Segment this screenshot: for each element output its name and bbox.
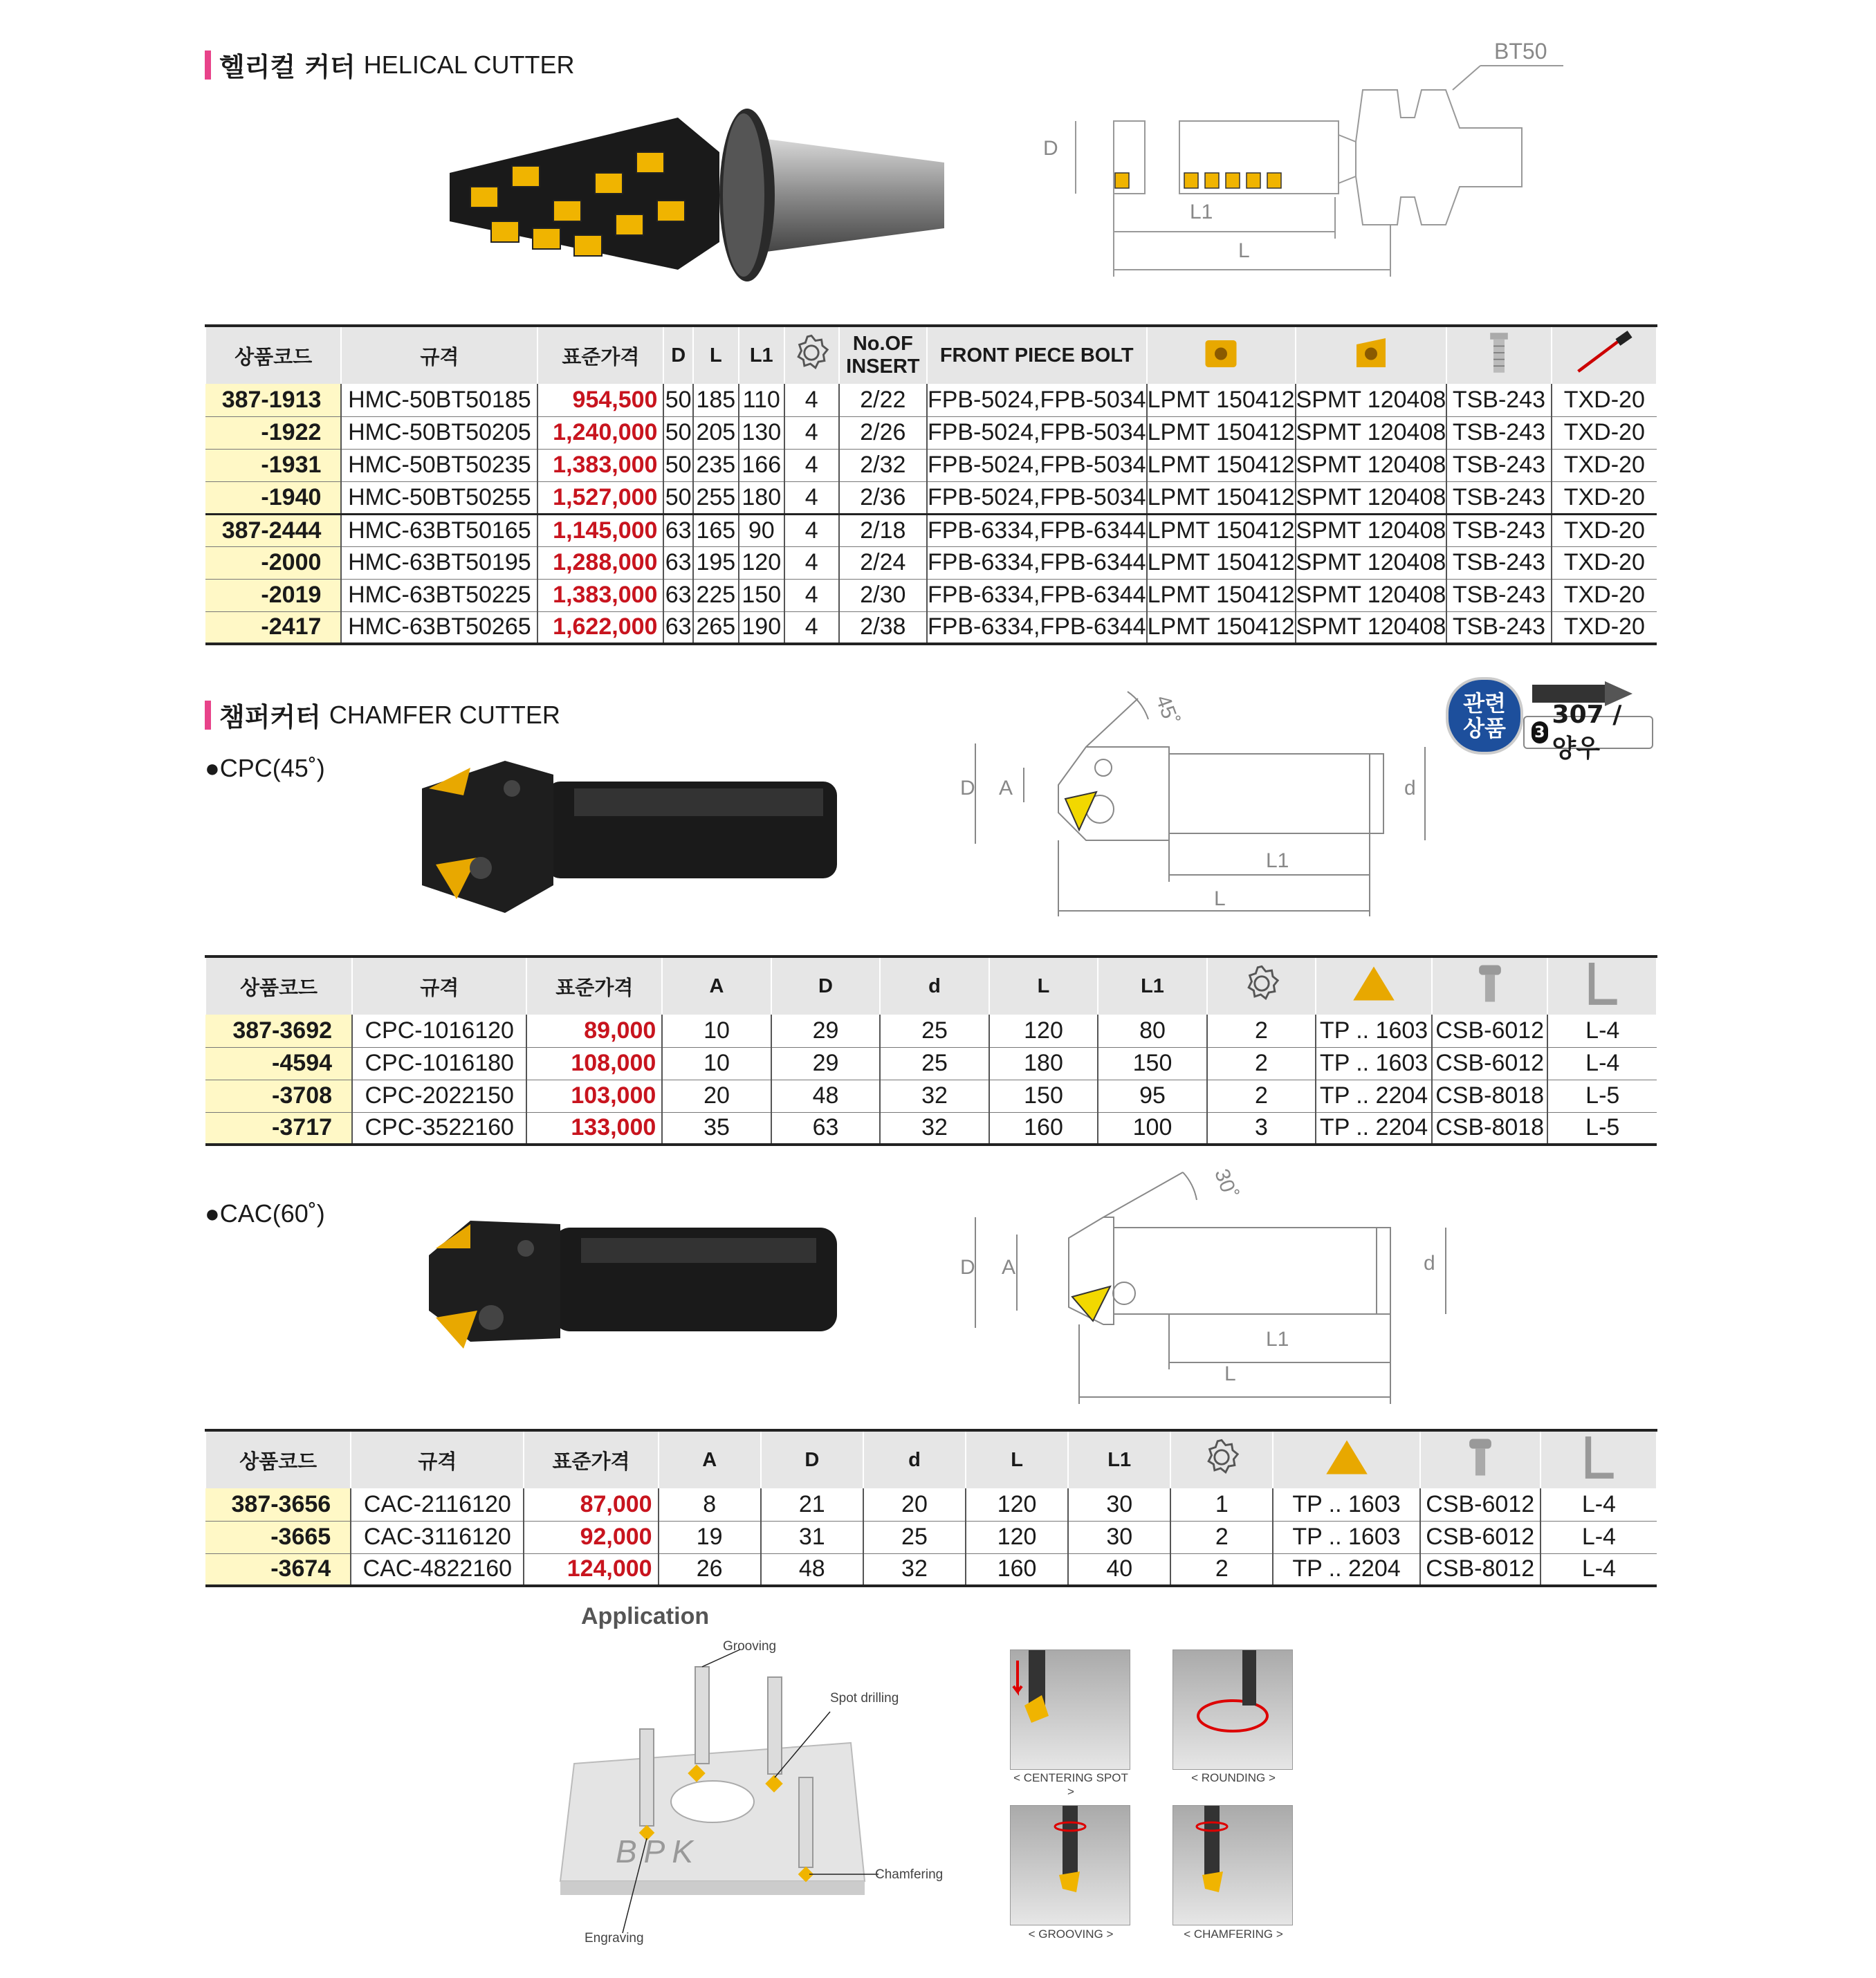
table-cell: SPMT 120408 xyxy=(1296,611,1447,644)
price-cell: 133,000 xyxy=(526,1112,662,1145)
table-cell: 30 xyxy=(1068,1488,1170,1521)
table-cell: L-5 xyxy=(1547,1112,1657,1145)
table-cell: TP .. 2204 xyxy=(1316,1080,1432,1112)
table-cell: 25 xyxy=(880,1015,989,1047)
product-code-cell: -1931 xyxy=(205,449,341,481)
photo-grooving xyxy=(1010,1805,1130,1925)
spmt-insert-icon xyxy=(1296,326,1447,384)
table-cell: 1 xyxy=(1170,1488,1273,1521)
table-cell: 48 xyxy=(761,1553,863,1586)
table-cell: SPMT 120408 xyxy=(1296,579,1447,611)
table-row xyxy=(205,481,1657,514)
product-code-cell: -1940 xyxy=(205,481,341,514)
table-cell: TXD-20 xyxy=(1552,611,1657,644)
table-cell: CSB-8018 xyxy=(1432,1080,1548,1112)
application-title: Application xyxy=(581,1603,710,1629)
price-cell: 108,000 xyxy=(526,1047,662,1080)
table-cell: 63 xyxy=(663,579,692,611)
bt50-label: BT50 xyxy=(1494,39,1547,64)
table-cell: SPMT 120408 xyxy=(1296,416,1447,449)
table-cell: HMC-63BT50165 xyxy=(341,514,537,546)
col-D: D xyxy=(771,956,881,1015)
table-cell: 32 xyxy=(880,1080,989,1112)
table-cell: 225 xyxy=(693,579,739,611)
table-cell: 32 xyxy=(863,1553,966,1586)
insert-count-icon xyxy=(1170,1430,1273,1488)
helical-spec-table xyxy=(205,324,1657,645)
table-cell: HMC-63BT50225 xyxy=(341,579,537,611)
table-cell: 160 xyxy=(989,1112,1098,1145)
table-cell: 95 xyxy=(1098,1080,1207,1112)
table-cell: 4 xyxy=(784,514,839,546)
table-cell: CPC-3522160 xyxy=(352,1112,526,1145)
col-L1: L1 xyxy=(1068,1430,1170,1488)
table-cell: 150 xyxy=(989,1080,1098,1112)
insert-count-icon xyxy=(784,326,839,384)
table-cell: CAC-3116120 xyxy=(351,1521,524,1553)
table-cell: 8 xyxy=(659,1488,761,1521)
table-cell: 20 xyxy=(662,1080,771,1112)
table-cell: CAC-4822160 xyxy=(351,1553,524,1586)
table-cell: 29 xyxy=(771,1015,881,1047)
col-code: 상품코드 xyxy=(205,956,352,1015)
insert-count-icon xyxy=(1207,956,1316,1015)
table-cell: FPB-5024,FPB-5034 xyxy=(927,449,1147,481)
table-cell: 120 xyxy=(989,1015,1098,1047)
table-cell: 4 xyxy=(784,579,839,611)
triangle-insert-icon xyxy=(1273,1430,1419,1488)
table-row xyxy=(205,1080,1657,1112)
product-code-cell: -1922 xyxy=(205,416,341,449)
table-row xyxy=(205,1015,1657,1047)
table-cell: TSB-243 xyxy=(1446,546,1551,579)
product-code-cell: -2417 xyxy=(205,611,341,644)
table-cell: 2/26 xyxy=(839,416,927,449)
col-spec: 규격 xyxy=(351,1430,524,1488)
helical-title-ko: 헬리컬 커터 xyxy=(219,52,356,82)
table-cell: 2 xyxy=(1170,1521,1273,1553)
table-cell: 32 xyxy=(880,1112,989,1145)
table-cell: 166 xyxy=(739,449,784,481)
table-cell: TSB-243 xyxy=(1446,579,1551,611)
cac-bullet: ●CAC(60˚) xyxy=(205,1199,325,1228)
table-cell: LPMT 150412 xyxy=(1147,384,1296,416)
table-cell: 63 xyxy=(771,1112,881,1145)
table-cell: FPB-5024,FPB-5034 xyxy=(927,416,1147,449)
table-cell: 120 xyxy=(739,546,784,579)
col-price: 표준가격 xyxy=(526,956,662,1015)
table-cell: 10 xyxy=(662,1047,771,1080)
table-cell: FPB-5024,FPB-5034 xyxy=(927,481,1147,514)
table-cell: 165 xyxy=(693,514,739,546)
caption-rounding: < ROUNDING > xyxy=(1191,1771,1276,1784)
table-row xyxy=(205,1553,1657,1586)
table-cell: 130 xyxy=(739,416,784,449)
table-cell: TXD-20 xyxy=(1552,416,1657,449)
cac-cutter-photo xyxy=(415,1207,858,1359)
dim-D: D xyxy=(1043,137,1058,160)
price-cell: 1,145,000 xyxy=(537,514,663,546)
table-cell: 2/22 xyxy=(839,384,927,416)
table-cell: 150 xyxy=(1098,1047,1207,1080)
cpc-bullet: ●CPC(45˚) xyxy=(205,754,325,782)
table-cell: HMC-50BT50235 xyxy=(341,449,537,481)
related-num: 3 xyxy=(1532,721,1548,743)
helical-section-title xyxy=(205,46,575,84)
table-cell: 4 xyxy=(784,546,839,579)
table-cell: SPMT 120408 xyxy=(1296,546,1447,579)
table-cell: 2 xyxy=(1207,1015,1316,1047)
table-cell: TSB-243 xyxy=(1446,416,1551,449)
helical-dimension-drawing xyxy=(1038,38,1577,287)
product-code-cell: 387-3692 xyxy=(205,1015,352,1047)
table-row xyxy=(205,611,1657,644)
table-cell: 50 xyxy=(663,481,692,514)
table-cell: L-4 xyxy=(1547,1047,1657,1080)
table-row xyxy=(205,514,1657,546)
table-row xyxy=(205,416,1657,449)
table-cell: 63 xyxy=(663,514,692,546)
table-cell: SPMT 120408 xyxy=(1296,514,1447,546)
table-cell: HMC-50BT50185 xyxy=(341,384,537,416)
cac-angle: 30˚ xyxy=(1210,1165,1242,1202)
table-cell: 2/18 xyxy=(839,514,927,546)
table-cell: 2 xyxy=(1170,1553,1273,1586)
table-row xyxy=(205,449,1657,481)
col-front-piece-bolt: FRONT PIECE BOLT xyxy=(927,326,1147,384)
table-cell: LPMT 150412 xyxy=(1147,416,1296,449)
related-label: 관련 상품 xyxy=(1446,677,1523,755)
table-cell: 180 xyxy=(989,1047,1098,1080)
table-cell: TP .. 1603 xyxy=(1273,1521,1419,1553)
table-cell: LPMT 150412 xyxy=(1147,449,1296,481)
price-cell: 954,500 xyxy=(537,384,663,416)
table-cell: CPC-1016180 xyxy=(352,1047,526,1080)
table-cell: TSB-243 xyxy=(1446,481,1551,514)
table-header-row xyxy=(205,956,1657,1015)
photo-centering-spot xyxy=(1010,1649,1130,1770)
screw-icon xyxy=(1432,956,1548,1015)
table-cell: HMC-63BT50195 xyxy=(341,546,537,579)
table-cell: CSB-8018 xyxy=(1432,1112,1548,1145)
product-code-cell: -4594 xyxy=(205,1047,352,1080)
table-row xyxy=(205,384,1657,416)
col-L: L xyxy=(966,1430,1068,1488)
product-code-cell: -2019 xyxy=(205,579,341,611)
table-row xyxy=(205,579,1657,611)
table-cell: SPMT 120408 xyxy=(1296,481,1447,514)
table-cell: 195 xyxy=(693,546,739,579)
table-cell: 10 xyxy=(662,1015,771,1047)
photo-rounding xyxy=(1172,1649,1293,1770)
table-cell: 25 xyxy=(863,1521,966,1553)
table-cell: L-4 xyxy=(1541,1521,1657,1553)
price-cell: 1,240,000 xyxy=(537,416,663,449)
wrench-icon xyxy=(1552,326,1657,384)
title-accent-bar xyxy=(205,50,211,80)
label-engraving: Engraving xyxy=(585,1931,644,1945)
table-cell: 4 xyxy=(784,416,839,449)
col-price: 표준가격 xyxy=(537,326,663,384)
table-cell: 120 xyxy=(966,1521,1068,1553)
product-code-cell: -2000 xyxy=(205,546,341,579)
price-cell: 124,000 xyxy=(524,1553,658,1586)
price-cell: 89,000 xyxy=(526,1015,662,1047)
cpc-dim-d: d xyxy=(1404,777,1416,799)
table-cell: FPB-6334,FPB-6344 xyxy=(927,611,1147,644)
col-spec: 규격 xyxy=(352,956,526,1015)
title-accent-bar xyxy=(205,701,211,730)
helical-title-en: HELICAL CUTTER xyxy=(363,50,575,79)
table-cell: 80 xyxy=(1098,1015,1207,1047)
table-cell: 50 xyxy=(663,449,692,481)
table-cell: 35 xyxy=(662,1112,771,1145)
lpmt-insert-icon xyxy=(1147,326,1296,384)
table-cell: TXD-20 xyxy=(1552,449,1657,481)
table-cell: 26 xyxy=(659,1553,761,1586)
table-cell: 120 xyxy=(966,1488,1068,1521)
price-cell: 1,527,000 xyxy=(537,481,663,514)
cpc-dim-D: D xyxy=(960,777,975,799)
col-L: L xyxy=(693,326,739,384)
table-cell: 180 xyxy=(739,481,784,514)
product-code-cell: 387-2444 xyxy=(205,514,341,546)
screw-icon xyxy=(1446,326,1551,384)
table-cell: TP .. 1603 xyxy=(1316,1047,1432,1080)
triangle-insert-icon xyxy=(1316,956,1432,1015)
table-cell: HMC-50BT50255 xyxy=(341,481,537,514)
table-cell: CSB-6012 xyxy=(1432,1015,1548,1047)
table-cell: CSB-6012 xyxy=(1432,1047,1548,1080)
table-cell: 29 xyxy=(771,1047,881,1080)
product-code-cell: -3674 xyxy=(205,1553,351,1586)
table-cell: TSB-243 xyxy=(1446,384,1551,416)
table-cell: 2 xyxy=(1207,1047,1316,1080)
table-cell: TXD-20 xyxy=(1552,481,1657,514)
table-cell: 2/30 xyxy=(839,579,927,611)
table-cell: L-4 xyxy=(1547,1015,1657,1047)
chamfer-title-en: CHAMFER CUTTER xyxy=(329,700,560,729)
chamfer-section-title xyxy=(205,696,560,734)
table-cell: FPB-6334,FPB-6344 xyxy=(927,514,1147,546)
cac-dimension-drawing xyxy=(962,1165,1473,1414)
table-row xyxy=(205,1112,1657,1145)
price-cell: 1,383,000 xyxy=(537,579,663,611)
table-cell: LPMT 150412 xyxy=(1147,481,1296,514)
table-cell: TSB-243 xyxy=(1446,514,1551,546)
table-cell: 50 xyxy=(663,384,692,416)
table-cell: CSB-6012 xyxy=(1420,1488,1541,1521)
table-cell: 25 xyxy=(880,1047,989,1080)
table-cell: 2 xyxy=(1207,1080,1316,1112)
table-cell: 235 xyxy=(693,449,739,481)
table-cell: 2/32 xyxy=(839,449,927,481)
table-cell: 40 xyxy=(1068,1553,1170,1586)
table-cell: CSB-8012 xyxy=(1420,1553,1541,1586)
table-cell: TXD-20 xyxy=(1552,579,1657,611)
table-cell: L-4 xyxy=(1541,1553,1657,1586)
table-cell: TSB-243 xyxy=(1446,611,1551,644)
cpc-angle: 45˚ xyxy=(1151,692,1184,728)
hex-key-icon xyxy=(1547,956,1657,1015)
price-cell: 87,000 xyxy=(524,1488,658,1521)
chamfer-title-ko: 챔퍼커터 xyxy=(219,702,321,732)
label-chamfering: Chamfering xyxy=(875,1867,944,1882)
label-spot-drilling: Spot drilling xyxy=(830,1691,899,1706)
product-code-cell: -3665 xyxy=(205,1521,351,1553)
table-row xyxy=(205,1521,1657,1553)
table-row xyxy=(205,1047,1657,1080)
table-cell: TSB-243 xyxy=(1446,449,1551,481)
table-cell: FPB-5024,FPB-5034 xyxy=(927,384,1147,416)
related-ref xyxy=(1523,701,1653,763)
caption-centering-spot: < CENTERING SPOT > xyxy=(1013,1771,1128,1798)
related-product-badge xyxy=(1446,674,1653,763)
caption-chamfering: < CHAMFERING > xyxy=(1184,1928,1283,1941)
table-cell: 31 xyxy=(761,1521,863,1553)
table-cell: TXD-20 xyxy=(1552,546,1657,579)
table-cell: 255 xyxy=(693,481,739,514)
table-cell: LPMT 150412 xyxy=(1147,611,1296,644)
col-d: d xyxy=(880,956,989,1015)
cpc-dimension-drawing xyxy=(962,688,1446,937)
price-cell: 103,000 xyxy=(526,1080,662,1112)
table-cell: 90 xyxy=(739,514,784,546)
table-cell: 63 xyxy=(663,611,692,644)
col-code: 상품코드 xyxy=(205,326,341,384)
price-cell: 1,622,000 xyxy=(537,611,663,644)
table-cell: 50 xyxy=(663,416,692,449)
cac-dim-A: A xyxy=(1002,1256,1016,1279)
col-d: d xyxy=(863,1430,966,1488)
cac-dim-d: d xyxy=(1424,1252,1435,1275)
table-cell: CPC-2022150 xyxy=(352,1080,526,1112)
table-cell: 30 xyxy=(1068,1521,1170,1553)
cpc-cutter-photo xyxy=(408,747,851,927)
screw-icon xyxy=(1420,1430,1541,1488)
cpc-dim-A: A xyxy=(999,777,1013,799)
cac-dim-L1: L1 xyxy=(1266,1328,1289,1351)
col-L: L xyxy=(989,956,1098,1015)
table-cell: L-4 xyxy=(1541,1488,1657,1521)
cpc-dim-L1: L1 xyxy=(1266,849,1289,872)
caption-grooving: < GROOVING > xyxy=(1028,1928,1114,1941)
product-code-cell: 387-3656 xyxy=(205,1488,351,1521)
table-cell: HMC-50BT50205 xyxy=(341,416,537,449)
cac-dim-L: L xyxy=(1224,1362,1236,1385)
table-cell: L-5 xyxy=(1547,1080,1657,1112)
col-spec: 규격 xyxy=(341,326,537,384)
table-cell: 2/38 xyxy=(839,611,927,644)
table-cell: 110 xyxy=(739,384,784,416)
table-cell: CAC-2116120 xyxy=(351,1488,524,1521)
table-cell: LPMT 150412 xyxy=(1147,546,1296,579)
table-cell: 205 xyxy=(693,416,739,449)
cpc-spec-table xyxy=(205,955,1657,1146)
table-cell: 150 xyxy=(739,579,784,611)
table-cell: 2/36 xyxy=(839,481,927,514)
product-code-cell: 387-1913 xyxy=(205,384,341,416)
table-cell: FPB-6334,FPB-6344 xyxy=(927,579,1147,611)
table-cell: TP .. 1603 xyxy=(1316,1015,1432,1047)
table-cell: FPB-6334,FPB-6344 xyxy=(927,546,1147,579)
col-L1: L1 xyxy=(1098,956,1207,1015)
col-price: 표준가격 xyxy=(524,1430,658,1488)
col-A: A xyxy=(659,1430,761,1488)
table-cell: 21 xyxy=(761,1488,863,1521)
price-cell: 1,383,000 xyxy=(537,449,663,481)
table-cell: 63 xyxy=(663,546,692,579)
table-cell: 100 xyxy=(1098,1112,1207,1145)
table-cell: 4 xyxy=(784,449,839,481)
helical-cutter-photo xyxy=(429,97,955,290)
table-cell: 3 xyxy=(1207,1112,1316,1145)
hex-key-icon xyxy=(1541,1430,1657,1488)
table-cell: 4 xyxy=(784,611,839,644)
table-cell: CSB-6012 xyxy=(1420,1521,1541,1553)
col-D: D xyxy=(761,1430,863,1488)
table-cell: 4 xyxy=(784,384,839,416)
table-cell: 160 xyxy=(966,1553,1068,1586)
col-no-of-insert: No.OF INSERT xyxy=(839,326,927,384)
table-cell: TP .. 2204 xyxy=(1273,1553,1419,1586)
table-cell: 48 xyxy=(771,1080,881,1112)
table-cell: TXD-20 xyxy=(1552,384,1657,416)
table-cell: TP .. 1603 xyxy=(1273,1488,1419,1521)
table-cell: 2/24 xyxy=(839,546,927,579)
table-header-row xyxy=(205,1430,1657,1488)
price-cell: 92,000 xyxy=(524,1521,658,1553)
cac-dim-D: D xyxy=(960,1256,975,1279)
table-row xyxy=(205,546,1657,579)
dim-L1: L1 xyxy=(1190,201,1213,223)
table-cell: TXD-20 xyxy=(1552,514,1657,546)
table-cell: HMC-63BT50265 xyxy=(341,611,537,644)
product-code-cell: -3717 xyxy=(205,1112,352,1145)
table-header-row xyxy=(205,326,1657,384)
table-cell: 4 xyxy=(784,481,839,514)
related-ref-text: 307 / 양우 xyxy=(1552,701,1622,763)
table-cell: SPMT 120408 xyxy=(1296,384,1447,416)
table-cell: 190 xyxy=(739,611,784,644)
brand-engraving: BPK xyxy=(616,1833,701,1869)
table-cell: 185 xyxy=(693,384,739,416)
table-cell: SPMT 120408 xyxy=(1296,449,1447,481)
dim-L: L xyxy=(1238,239,1250,262)
label-grooving: Grooving xyxy=(723,1639,777,1654)
cpc-dim-L: L xyxy=(1214,887,1226,910)
cac-spec-table xyxy=(205,1429,1657,1587)
col-D: D xyxy=(663,326,692,384)
col-L1: L1 xyxy=(739,326,784,384)
table-cell: TP .. 2204 xyxy=(1316,1112,1432,1145)
table-cell: 265 xyxy=(693,611,739,644)
product-code-cell: -3708 xyxy=(205,1080,352,1112)
table-cell: LPMT 150412 xyxy=(1147,579,1296,611)
table-row xyxy=(205,1488,1657,1521)
photo-chamfering xyxy=(1172,1805,1293,1925)
table-cell: 19 xyxy=(659,1521,761,1553)
col-code: 상품코드 xyxy=(205,1430,351,1488)
table-cell: LPMT 150412 xyxy=(1147,514,1296,546)
col-A: A xyxy=(662,956,771,1015)
table-cell: 20 xyxy=(863,1488,966,1521)
table-cell: CPC-1016120 xyxy=(352,1015,526,1047)
price-cell: 1,288,000 xyxy=(537,546,663,579)
